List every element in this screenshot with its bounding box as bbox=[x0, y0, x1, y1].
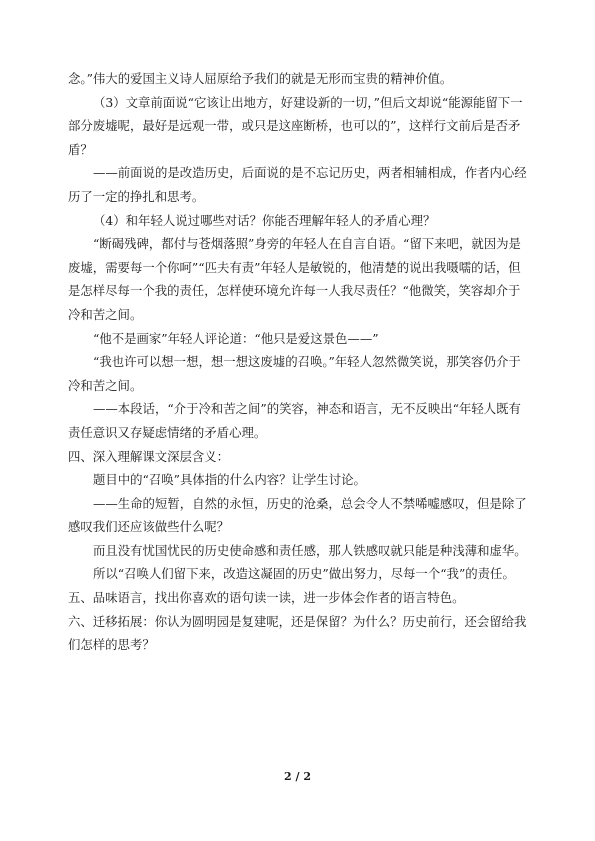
document-body bbox=[68, 67, 530, 657]
paragraph-13: 所以“召唤人们留下来，改造这凝固的历史”做出努力，尽每一个“我”的责任。 bbox=[93, 566, 515, 582]
paragraph-3: ——前面说的是改造历史，后面说的是不忘记历史，两者相辅相成，作者内心经历了一定的挣扎和思考。 bbox=[68, 165, 527, 204]
paragraph-5: “断碣残碑，都付与苍烟落照”身旁的年轻人在自言自语。“留下来吧，就因为是废墟，需要每一个你呵”“匹夫有责”年轻人是敏锐的，他清楚的说出我嗫嚅的话，但是怎样尽每一个我的责任，怎样使环境允许每一人我尽责任？“他微笑，笑容却介于冷和苦之间。 bbox=[68, 236, 521, 322]
section-heading-4: 四、深入理解课文深层含义： bbox=[68, 448, 230, 464]
paragraph-7: “我也许可以想一想，想一想这废墟的召唤。”年轻人忽然微笑说，那笑容仍介于冷和苦之间。 bbox=[68, 354, 521, 393]
paragraph-6: “他不是画家”年轻人评论道：“他只是爱这景色——” bbox=[93, 330, 379, 346]
paragraph-1: 念。”伟大的爱国主义诗人屈原给予我们的就是无形而宝贵的精神价值。 bbox=[68, 71, 453, 86]
paragraph-10: 题目中的“召唤”具体指的什么内容？让学生讨论。 bbox=[93, 472, 366, 488]
section-heading-5: 五、品味语言，找出你喜欢的语句读一读，进一步体会作者的语言特色。 bbox=[68, 590, 465, 606]
section-heading-6: 六、迁移拓展：你认为圆明园是复建呢，还是保留？为什么？历史前行，还会留给我们怎样的思考？ bbox=[68, 613, 527, 653]
paragraph-8: ——本段话，“介于冷和苦之间”的笑容，神态和语言，无不反映出“年轻人既有责任意识又存疑虑情绪的矛盾心理。 bbox=[68, 401, 521, 440]
paragraph-12: 而且没有忧国忧民的历史使命感和责任感，那人铁感叹就只能是种浅薄和虚华。 bbox=[93, 542, 527, 558]
paragraph-11: ——生命的短暂，自然的永恒，历史的沧桑，总会令人不禁唏嘘感叹，但是除了感叹我们还应该做些什么呢？ bbox=[68, 495, 527, 535]
paragraph-2: （3）文章前面说“它该让出地方，好建设新的一切，”但后文却说“能源能留下一部分废墟呢，最好是远观一带，或只是这座断桥，也可以的”，这样行文前后是否矛盾？ bbox=[68, 94, 523, 157]
page-number: 2 / 2 bbox=[284, 770, 311, 783]
paragraph-4: （4）和年轻人说过哪些对话？你能否理解年轻人的矛盾心理？ bbox=[93, 212, 436, 228]
